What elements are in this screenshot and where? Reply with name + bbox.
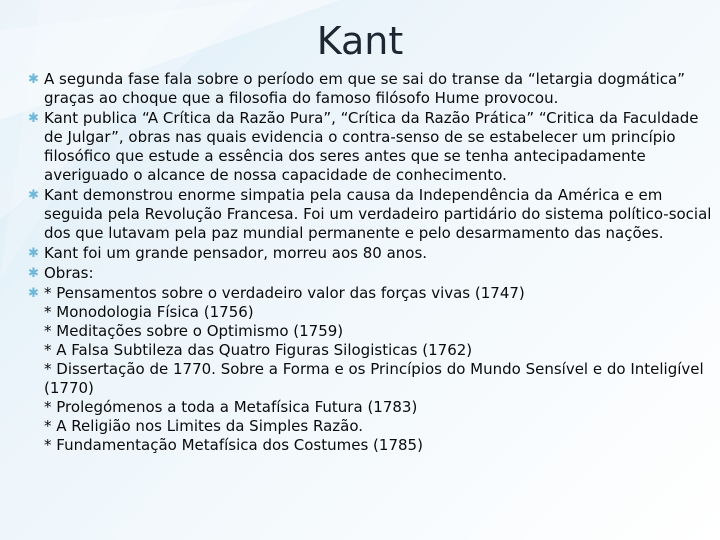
asterisk-icon: ✱ (28, 111, 39, 126)
bullet-line: Kant foi um grande pensador, morreu aos 80 anos. (44, 244, 428, 262)
bullet-line: averiguado o alcance de nossa capacidade de conhecimento. (44, 166, 507, 184)
bullet-line: * Fundamentação Metafísica dos Costumes (1785) (44, 436, 423, 454)
bullet-line: * Prolegómenos a toda a Metafísica Futura (1783) (44, 398, 418, 416)
bullet-line: * Dissertação de 1770. Sobre a Forma e os Princípios do Mundo Sensível e do Inteligível (44, 360, 704, 378)
bullet-line: A segunda fase fala sobre o período em que se sai do transe da “letargia dogmática” (44, 70, 685, 88)
bullet-item (28, 70, 714, 108)
bullet-list (28, 70, 714, 456)
bullet-item (28, 244, 714, 263)
bullet-item (28, 109, 714, 185)
bullet-line: Obras: (44, 264, 94, 282)
bullet-item (28, 284, 714, 455)
bullet-text (44, 70, 714, 108)
bullet-line: * Pensamentos sobre o verdadeiro valor das forças vivas (1747) (44, 284, 525, 302)
bullet-item (28, 264, 714, 283)
bullet-line: Kant demonstrou enorme simpatia pela causa da Independência da América e em (44, 186, 663, 204)
bullet-line: de Julgar”, obras nas quais evidencia o contra-senso de se estabelecer um princípio (44, 128, 676, 146)
bullet-line: * Monodologia Física (1756) (44, 303, 254, 321)
bullet-text (44, 109, 714, 185)
slide-title: Kant (316, 19, 404, 63)
bullet-text (44, 186, 714, 243)
bullet-text (44, 244, 714, 263)
asterisk-icon: ✱ (28, 72, 39, 87)
bullet-line: * A Falsa Subtileza das Quatro Figuras Silogisticas (1762) (44, 341, 473, 359)
asterisk-icon: ✱ (28, 246, 39, 261)
bullet-line: Kant publica “A Crítica da Razão Pura”, “Crítica da Razão Prática” “Critica da Faculdade (44, 109, 699, 127)
bullet-text (44, 264, 714, 283)
bullet-line: * Meditações sobre o Optimismo (1759) (44, 322, 344, 340)
asterisk-icon: ✱ (28, 188, 39, 203)
bullet-line: filosófico que estude a essência dos seres antes que se tenha antecipadamente (44, 147, 646, 165)
asterisk-icon: ✱ (28, 286, 39, 301)
asterisk-icon: ✱ (28, 266, 39, 281)
bullet-item (28, 186, 714, 243)
bullet-line: dos que lutavam pela paz mundial permanente e pelo desarmamento das nações. (44, 224, 664, 242)
bullet-text (44, 284, 714, 455)
bullet-line: seguida pela Revolução Francesa. Foi um verdadeiro partidário do sistema político-social (44, 205, 712, 223)
bullet-line: graças ao choque que a filosofia do famoso filósofo Hume provocou. (44, 89, 559, 107)
bullet-line: * A Religião nos Limites da Simples Razão. (44, 417, 364, 435)
bullet-line: (1770) (44, 379, 94, 397)
